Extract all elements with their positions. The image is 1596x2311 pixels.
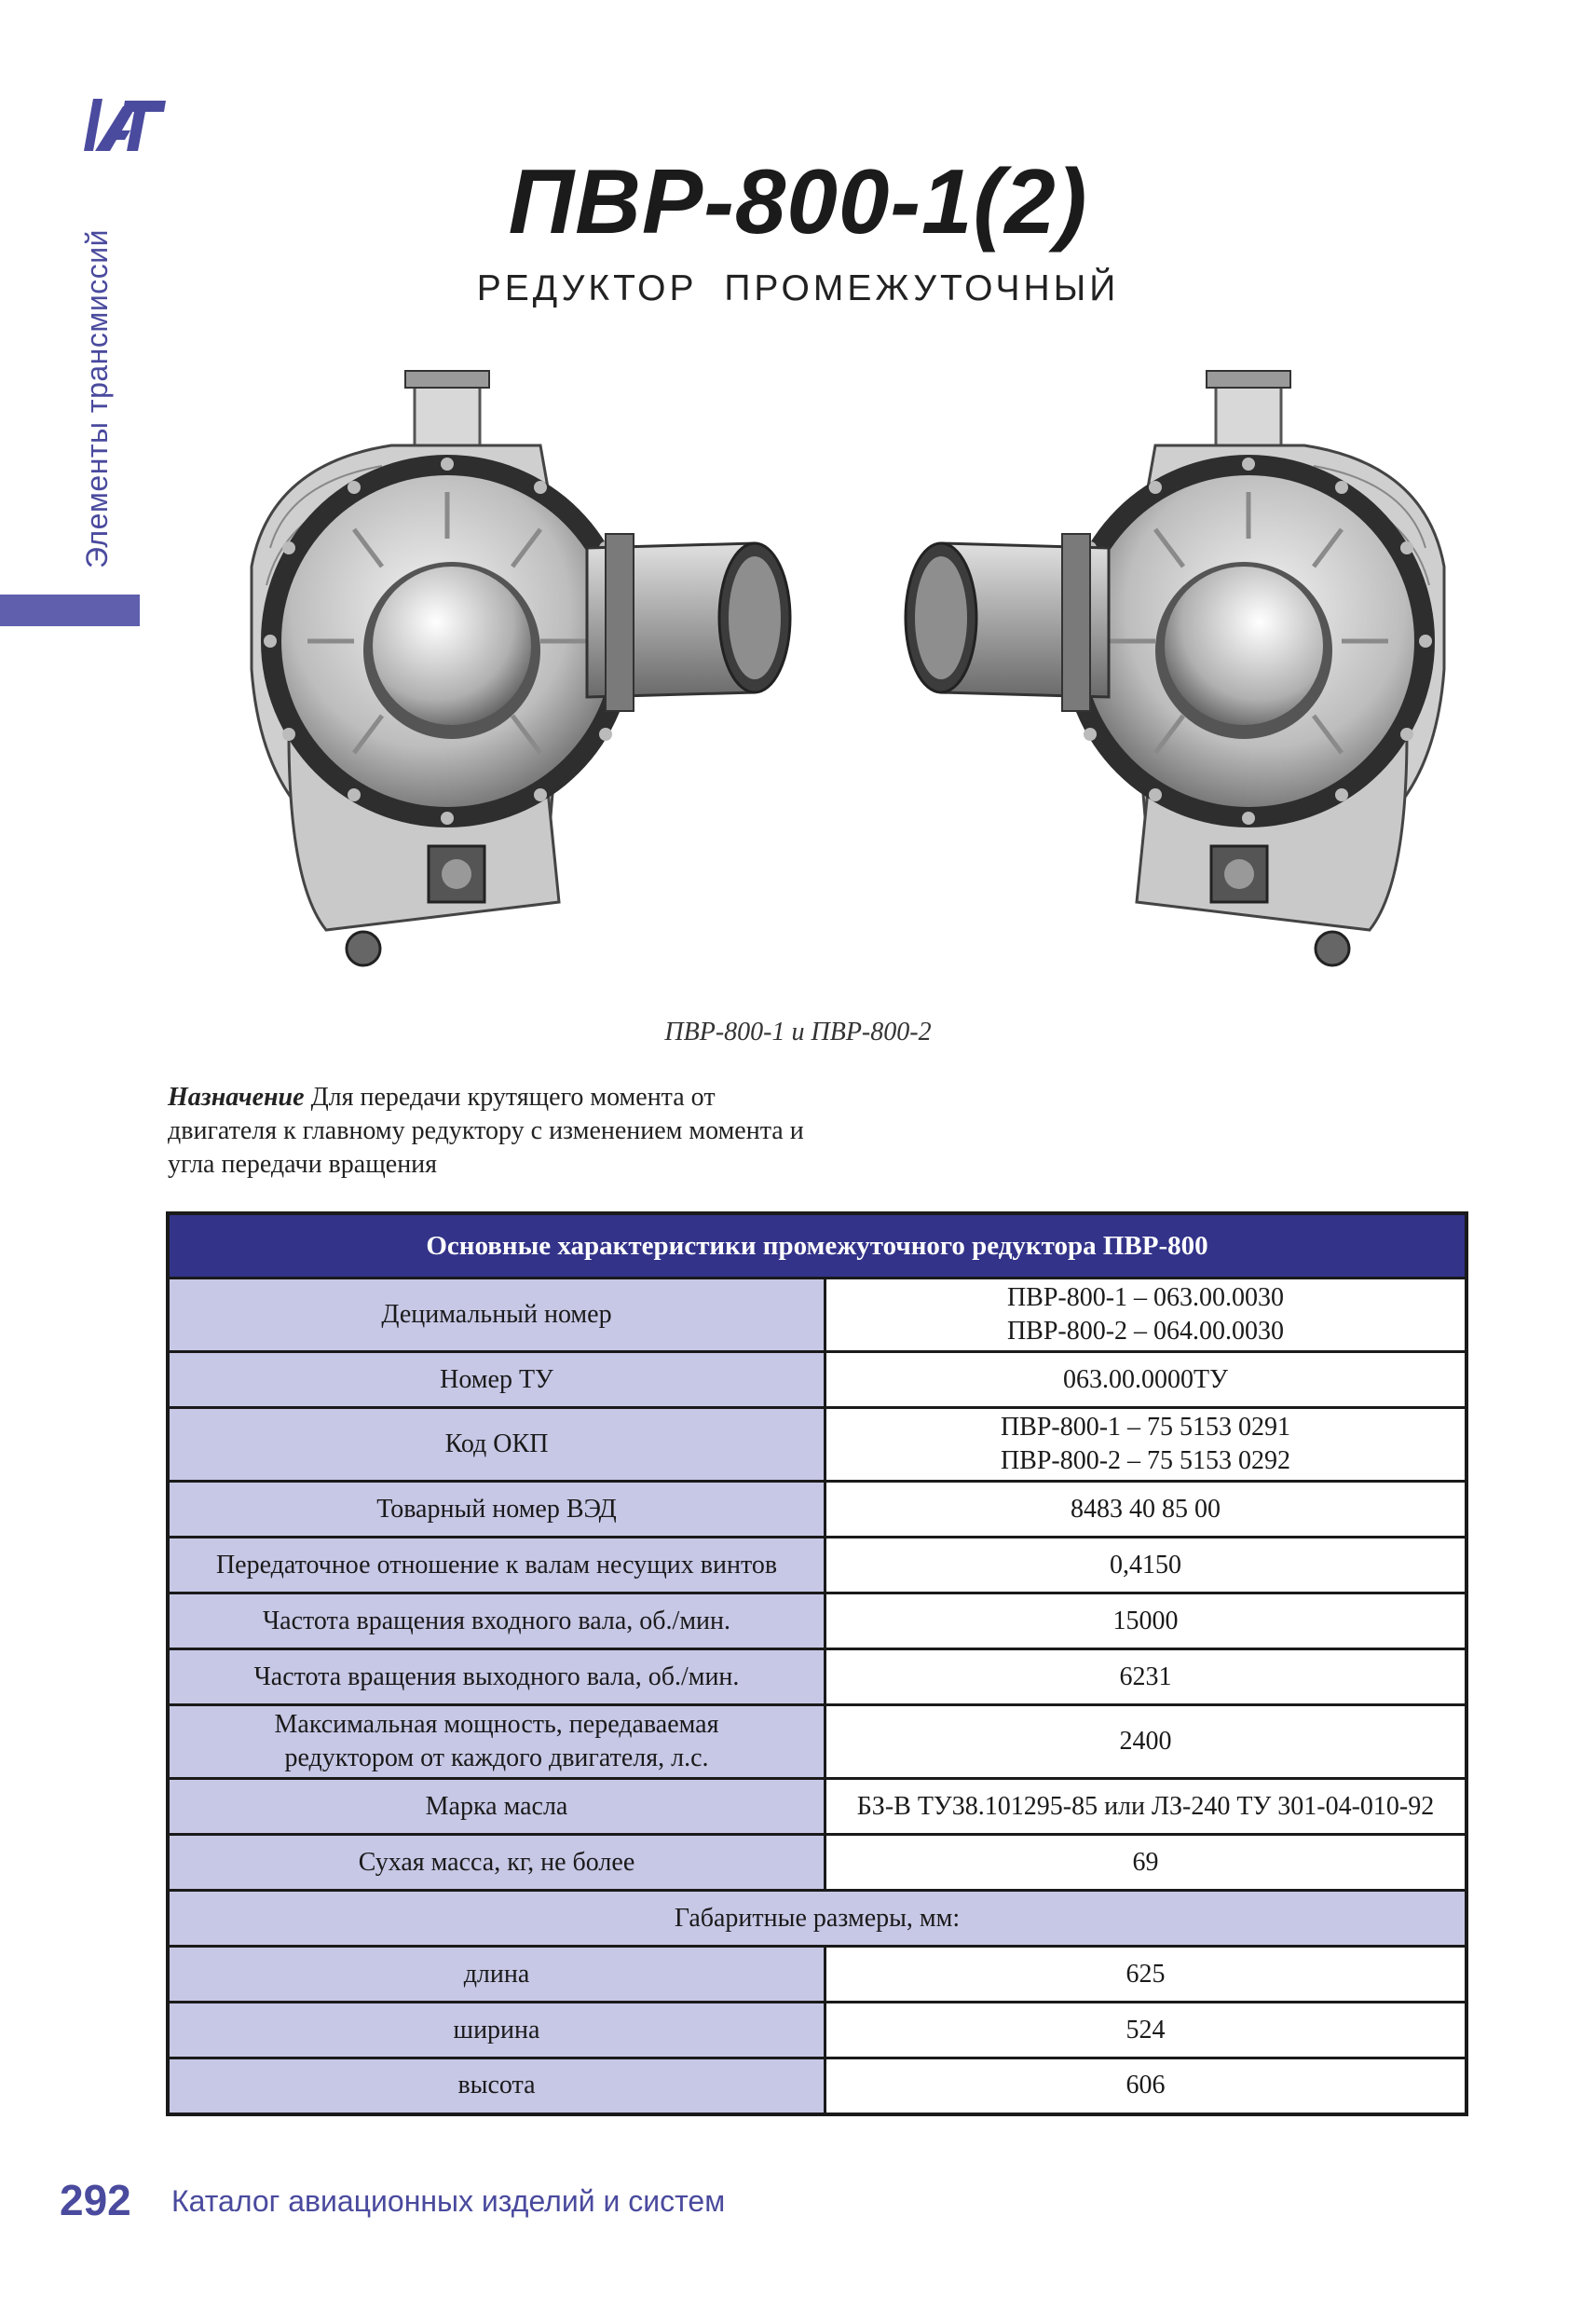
table-row: [168, 1538, 1466, 1593]
row-label: длина: [168, 1947, 825, 2003]
row-value: 063.00.0000ТУ: [825, 1352, 1467, 1408]
purpose-text: Для передачи крутящего момента от двигателя к главному редуктору с изменением момента и угла передачи вращения: [168, 1083, 804, 1179]
row-label-line: редуктором от каждого двигателя, л.с.: [284, 1744, 709, 1772]
row-value: 625: [825, 1947, 1467, 2003]
spec-table-header: Основные характеристики промежуточного редуктора ПВР-800: [168, 1213, 1466, 1279]
table-row: [168, 1279, 1466, 1352]
row-label: Частота вращения выходного вала, об./мин.: [168, 1649, 825, 1705]
row-value: 6231: [825, 1649, 1467, 1705]
row-value-line: ПВР-800-1 – 75 5153 0291: [1000, 1413, 1291, 1442]
row-value: 0,4150: [825, 1538, 1467, 1593]
row-label: Сухая масса, кг, не более: [168, 1835, 825, 1891]
row-label: Код ОКП: [168, 1408, 825, 1482]
row-value: 69: [825, 1835, 1467, 1891]
row-value: 15000: [825, 1593, 1467, 1649]
row-label: Децимальный номер: [168, 1279, 825, 1352]
row-label: [168, 1705, 825, 1779]
gearbox-photo-right: [866, 362, 1463, 995]
row-label-line: Максимальная мощность, передаваемая: [274, 1710, 719, 1739]
row-value: БЗ-В ТУ38.101295-85 или ЛЗ-240 ТУ 301-04-010-92: [825, 1779, 1467, 1835]
page-subtitle: РЕДУКТОР ПРОМЕЖУТОЧНЫЙ: [476, 268, 1120, 308]
purpose-lead: Назначение: [168, 1083, 305, 1112]
table-row: [168, 1835, 1466, 1891]
row-value: [825, 1279, 1467, 1352]
table-row: [168, 1779, 1466, 1835]
section-label: Элементы трансмиссий: [80, 229, 114, 568]
gearbox-photo-left: [233, 362, 829, 995]
row-value: [825, 1408, 1467, 1482]
table-row: [168, 1352, 1466, 1408]
row-value-line: ПВР-800-2 – 75 5153 0292: [1000, 1446, 1291, 1475]
row-label: Марка масла: [168, 1779, 825, 1835]
catalog-title: Каталог авиационных изделий и систем: [171, 2184, 726, 2218]
row-value: 524: [825, 2003, 1467, 2058]
row-label: Частота вращения входного вала, об./мин.: [168, 1593, 825, 1649]
row-label: Номер ТУ: [168, 1352, 825, 1408]
row-value: 2400: [825, 1705, 1467, 1779]
photo-caption: ПВР-800-1 и ПВР-800-2: [664, 1018, 932, 1046]
table-row: [168, 1408, 1466, 1482]
table-row: [168, 2003, 1466, 2058]
spec-table: [166, 1211, 1468, 2116]
row-value-line: ПВР-800-1 – 063.00.0030: [1006, 1283, 1285, 1312]
table-row: [168, 1482, 1466, 1538]
row-label: высота: [168, 2058, 825, 2114]
row-label: Товарный номер ВЭД: [168, 1482, 825, 1538]
row-label: ширина: [168, 2003, 825, 2058]
table-row: [168, 1947, 1466, 2003]
row-section-label: Габаритные размеры, мм:: [168, 1891, 1466, 1947]
purpose-paragraph: [168, 1081, 820, 1182]
company-logo-icon: [82, 97, 166, 153]
table-row: [168, 1649, 1466, 1705]
row-value: 606: [825, 2058, 1467, 2114]
page-title: ПВР-800-1(2): [508, 150, 1088, 253]
section-bar: [0, 595, 140, 626]
row-value: 8483 40 85 00: [825, 1482, 1467, 1538]
table-row: [168, 1593, 1466, 1649]
table-row: [168, 2058, 1466, 2114]
row-label: Передаточное отношение к валам несущих винтов: [168, 1538, 825, 1593]
row-value-line: ПВР-800-2 – 064.00.0030: [1006, 1317, 1285, 1346]
table-row: [168, 1891, 1466, 1947]
table-row: [168, 1705, 1466, 1779]
page-number: 292: [60, 2176, 131, 2224]
